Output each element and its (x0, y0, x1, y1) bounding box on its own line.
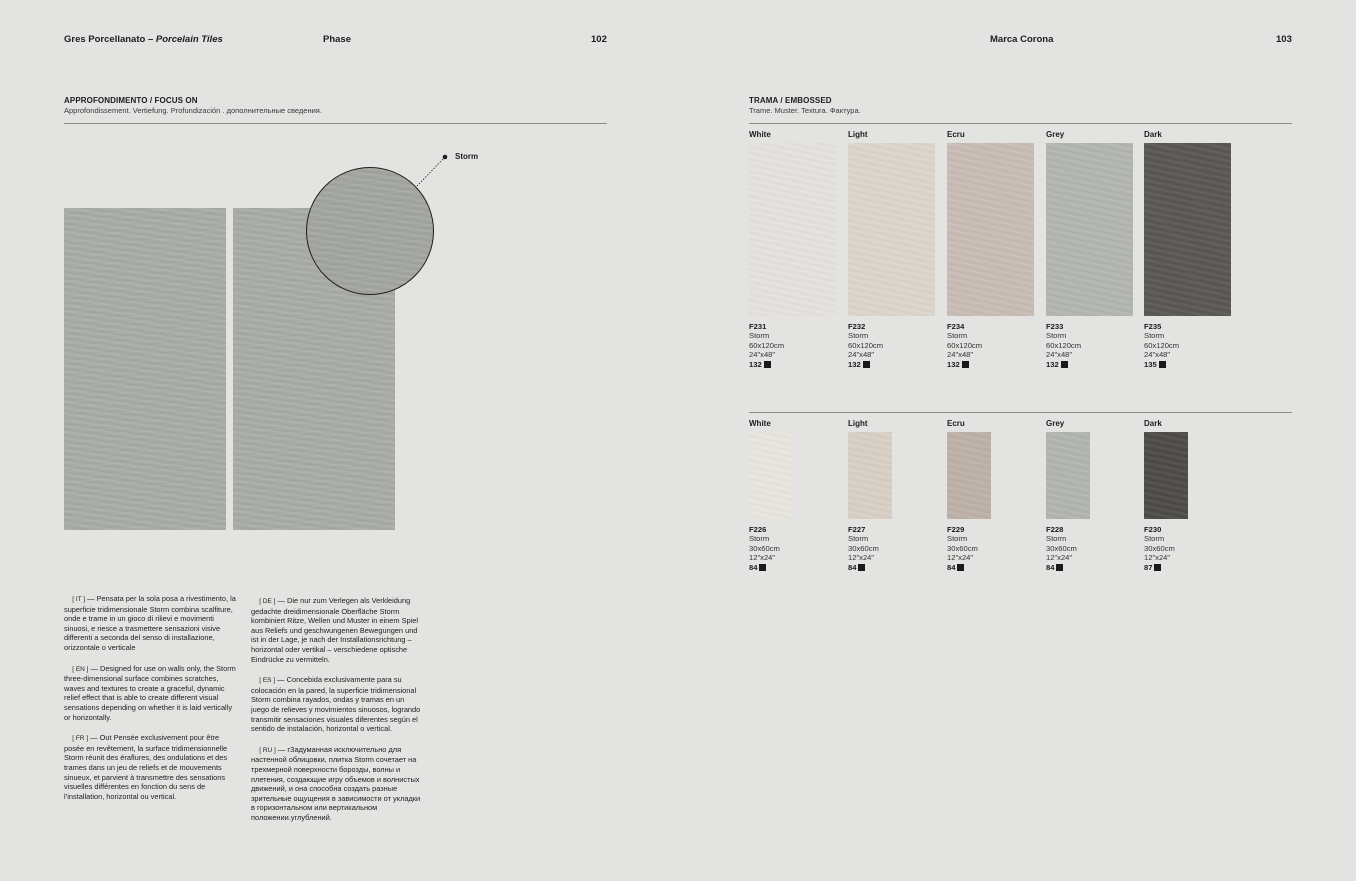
tile-swatch (1046, 432, 1090, 519)
left-header-brand (64, 34, 223, 45)
tile-name: Storm (1144, 534, 1165, 544)
tile-code: F229 (947, 525, 965, 534)
tile-size-in: 12"x24" (1046, 553, 1073, 563)
tile-color-label: White (749, 419, 771, 428)
tile-size-in: 12"x24" (749, 553, 776, 563)
paragraph-body: — Out Pensée exclusivement pour être posée en revêtement, la surface tridimensionnelle Storm réunit des éraflures, des ondulations et des trames dans un jeu de reliefs et de mouvements sinueux, et parvient à transmettre des sensations visuelles différentes en fonction du sens de l’installation, horizontal ou vertical. (64, 733, 228, 801)
tile-color-label: Grey (1046, 130, 1065, 139)
tile-swatch (1046, 143, 1133, 316)
tile-spec (947, 525, 978, 572)
tile-code: F228 (1046, 525, 1064, 534)
tile-size-cm: 30x60cm (848, 543, 879, 553)
language-tag: [ RU ] (259, 746, 276, 754)
tile-color-label: White (749, 130, 771, 139)
tile-code: F231 (749, 322, 767, 331)
focus-title: APPROFONDIMENTO / FOCUS ON (64, 96, 198, 105)
tile-spec (947, 322, 982, 369)
tile-size-in: 12"x24" (1144, 553, 1171, 563)
tile-size-in: 24"x48" (848, 350, 875, 360)
trama-divider (749, 123, 1292, 124)
description-paragraph (64, 664, 236, 723)
language-tag: [ ES ] (259, 677, 276, 685)
tile-color-label: Ecru (947, 419, 965, 428)
square-icon (764, 361, 771, 368)
tile-code: F226 (749, 525, 767, 534)
trama-title: TRAMA / EMBOSSED (749, 96, 832, 105)
tile-qty (749, 360, 784, 369)
tile-swatch (1144, 432, 1188, 519)
tile-code: F230 (1144, 525, 1162, 534)
storm-panel-left (64, 208, 226, 530)
focus-subtitle: Approfondissement. Vertiefung. Profundización . дополнительные сведения. (64, 106, 322, 115)
tile-spec (749, 322, 784, 369)
description-paragraph (64, 733, 236, 801)
square-icon (863, 361, 870, 368)
tile-size-cm: 60x120cm (848, 340, 884, 350)
tile-code: F234 (947, 322, 965, 331)
tile-qty-number: 132 (947, 359, 960, 369)
square-icon (759, 564, 766, 571)
tile-name: Storm (1046, 331, 1067, 341)
tile-size-cm: 30x60cm (1144, 543, 1175, 553)
square-icon (1056, 564, 1063, 571)
description-paragraph (251, 745, 423, 823)
tile-color-label: Light (848, 419, 868, 428)
tile-size-cm: 60x120cm (1046, 340, 1082, 350)
paragraph-body: — Designed for use on walls only, the Storm three-dimensional surface combines scratches, waves and textures to create a graceful, dynamic relief effect that is able to create different visual sensations depending on whether it is laid vertically or horizontally. (64, 663, 236, 722)
tile-size-cm: 30x60cm (749, 543, 780, 553)
tile-size-cm: 60x120cm (749, 340, 785, 350)
tile-qty (848, 360, 883, 369)
language-tag: [ EN ] (72, 665, 89, 673)
tile-name: Storm (848, 534, 869, 544)
tile-color-label: Light (848, 130, 868, 139)
callout-label: Storm (455, 152, 479, 161)
tile-spec (1144, 322, 1179, 369)
tile-code: F227 (848, 525, 866, 534)
description-paragraph (64, 594, 236, 653)
square-icon (957, 564, 964, 571)
tile-swatch (848, 432, 892, 519)
trama-subtitle: Trame. Muster. Textura. Фактура. (749, 106, 861, 115)
square-icon (962, 361, 969, 368)
brand-text: Gres Porcellanato – (64, 34, 154, 45)
focus-divider (64, 123, 607, 124)
tile-qty-number: 132 (749, 359, 762, 369)
square-icon (858, 564, 865, 571)
tile-qty (749, 563, 780, 572)
text-column-1 (64, 594, 236, 812)
tile-color-label: Ecru (947, 130, 965, 139)
paragraph-body: — гЗадуманная исключительно для настенной облицовки, плитка Storm сочетает на трехмерной поверхности борозды, волны и плетения, создающие игру объемов и волнистых движений, и она способна создать разные зрительные ощущения в зависимости от укладки в горизонтальном или вертикальном положении.углублений. (251, 744, 421, 822)
tile-swatch (848, 143, 935, 316)
brand-italic-text: Porcelain Tiles (155, 34, 223, 45)
tile-name: Storm (1144, 331, 1165, 341)
tile-qty-number: 84 (947, 562, 956, 572)
tile-color-label: Dark (1144, 130, 1162, 139)
tile-qty-number: 87 (1144, 562, 1153, 572)
square-icon (1154, 564, 1161, 571)
tile-qty-number: 132 (1046, 359, 1059, 369)
tile-size-in: 24"x48" (1144, 350, 1171, 360)
tile-size-in: 12"x24" (848, 553, 875, 563)
tile-spec (1046, 322, 1081, 369)
square-icon (1159, 361, 1166, 368)
language-tag: [ DE ] (259, 598, 276, 605)
tile-qty (947, 563, 978, 572)
paragraph-body: — Die nur zum Verlegen als Verkleidung gedachte dreidimensionale Oberfläche Storm kombiniert Ritze, Wellen und Muster in einem Spiel aus Reliefs und geschwungenen Bewegungen und ist in der Lage, je nach der Installationsrichtung – horizontal oder vertikal – verschiedene optische Eindrücke zu vermitteln. (251, 596, 419, 664)
tile-name: Storm (848, 331, 869, 341)
tile-size-cm: 60x120cm (947, 340, 983, 350)
tile-qty-number: 132 (848, 359, 861, 369)
tile-name: Storm (749, 534, 770, 544)
tile-name: Storm (947, 534, 968, 544)
tile-size-cm: 60x120cm (1144, 340, 1180, 350)
tile-size-in: 24"x48" (947, 350, 974, 360)
tile-qty (1046, 360, 1081, 369)
texture-magnifier-circle (306, 167, 434, 295)
tile-name: Storm (1046, 534, 1067, 544)
tile-size-cm: 30x60cm (947, 543, 978, 553)
right-header-brand: Marca Corona (990, 34, 1054, 45)
tile-swatch (947, 143, 1034, 316)
tile-name: Storm (749, 331, 770, 341)
tile-size-cm: 30x60cm (1046, 543, 1077, 553)
tile-name: Storm (947, 331, 968, 341)
left-page-number: 102 (591, 34, 607, 45)
tile-qty-number: 84 (749, 562, 758, 572)
tile-spec (1046, 525, 1077, 572)
tile-size-in: 24"x48" (1046, 350, 1073, 360)
paragraph-body: — Concebida exclusivamente para su colocación en la pared, la superficie tridimensional Storm combina rayados, ondas y tramas en un juego de relieves y movimientos sinuosos, logrando transmitir sensaciones visuales diferentes según el sentido de instalación, horizontal o vertical. (251, 675, 421, 734)
tile-qty (947, 360, 982, 369)
tile-qty-number: 84 (1046, 562, 1055, 572)
paragraph-body: — Pensata per la sola posa a rivestimento, la superficie tridimensionale Storm combina scalfiture, onde e trame in un gioco di rilievi e movimenti sinuosi, e riesce a trasmettere sensazioni visive differenti a seconda del senso di installazione, orizzontale o verticale (64, 594, 236, 652)
tile-code: F233 (1046, 322, 1064, 331)
tile-size-in: 12"x24" (947, 553, 974, 563)
tile-swatch (947, 432, 991, 519)
tile-qty (1046, 563, 1077, 572)
small-tiles-divider (749, 412, 1292, 413)
text-column-2 (251, 596, 423, 833)
tile-spec (848, 525, 879, 572)
language-tag: [ FR ] (72, 735, 89, 743)
tile-qty (1144, 563, 1175, 572)
tile-color-label: Dark (1144, 419, 1162, 428)
tile-size-in: 24"x48" (749, 350, 776, 360)
left-header-series: Phase (323, 34, 351, 45)
description-paragraph (251, 596, 423, 664)
tile-qty (848, 563, 879, 572)
tile-qty-number: 135 (1144, 359, 1157, 369)
tile-swatch (1144, 143, 1231, 316)
tile-spec (749, 525, 780, 572)
language-tag: [ IT ] (72, 596, 86, 603)
tile-swatch (749, 432, 793, 519)
square-icon (1061, 361, 1068, 368)
tile-qty-number: 84 (848, 562, 857, 572)
tile-spec (848, 322, 883, 369)
tile-qty (1144, 360, 1179, 369)
tile-spec (1144, 525, 1175, 572)
right-page-number: 103 (1276, 34, 1292, 45)
tile-color-label: Grey (1046, 419, 1065, 428)
tile-code: F232 (848, 322, 866, 331)
tile-code: F235 (1144, 322, 1162, 331)
description-paragraph (251, 675, 423, 734)
tile-swatch (749, 143, 836, 316)
